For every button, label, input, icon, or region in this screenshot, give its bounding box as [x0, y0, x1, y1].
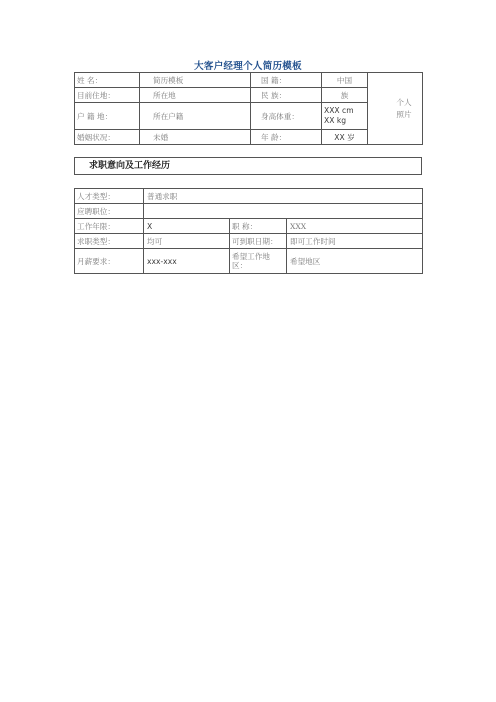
weight-value: XX kg — [324, 116, 347, 125]
start-date-label: 可到职日期： — [230, 234, 287, 249]
residence-label: 目前住地： — [75, 88, 140, 103]
document-title: 大客户经理个人简历模板 — [194, 61, 302, 72]
job-type-label: 求职类型： — [75, 234, 144, 249]
nationality-label: 国 籍： — [251, 73, 322, 88]
talent-type-label: 人才类型： — [75, 189, 144, 204]
height-value: XXX cm — [324, 106, 354, 115]
hukou-label: 户 籍 地： — [75, 103, 140, 130]
location-label: 希望工作地区： — [230, 249, 287, 274]
height-weight-value — [322, 103, 368, 130]
position-value — [144, 204, 423, 219]
photo-label: 个人照片 — [396, 97, 412, 119]
name-label: 姓 名： — [75, 73, 140, 88]
position-label: 应聘职位： — [75, 204, 144, 219]
title-value: XXX — [287, 219, 423, 234]
section-title: 求职意向及工作经历 — [75, 158, 422, 175]
nationality-value: 中国 — [322, 73, 368, 88]
residence-value: 所在地 — [140, 88, 251, 103]
section-header — [74, 157, 422, 175]
job-type-value: 均可 — [144, 234, 230, 249]
age-label: 年 龄： — [251, 130, 322, 145]
age-value: XX 岁 — [322, 130, 368, 145]
marital-label: 婚姻状况： — [75, 130, 140, 145]
location-value: 希望地区 — [287, 249, 423, 274]
talent-type-value: 普通求职 — [144, 189, 423, 204]
title-label: 职 称： — [230, 219, 287, 234]
marital-value: 未婚 — [140, 130, 251, 145]
ethnicity-label: 民 族： — [251, 88, 322, 103]
years-value: X — [144, 219, 230, 234]
salary-value: xxx-xxx — [144, 249, 230, 274]
height-weight-label: 身高体重： — [251, 103, 322, 130]
job-intent-table — [74, 188, 423, 274]
years-label: 工作年限： — [75, 219, 144, 234]
ethnicity-value: 族 — [322, 88, 368, 103]
name-value: 简历模板 — [140, 73, 251, 88]
photo-placeholder — [368, 73, 423, 145]
basic-info-table — [74, 72, 423, 145]
hukou-value: 所在户籍 — [140, 103, 251, 130]
salary-label: 月薪要求： — [75, 249, 144, 274]
start-date-value: 即可工作时间 — [287, 234, 423, 249]
